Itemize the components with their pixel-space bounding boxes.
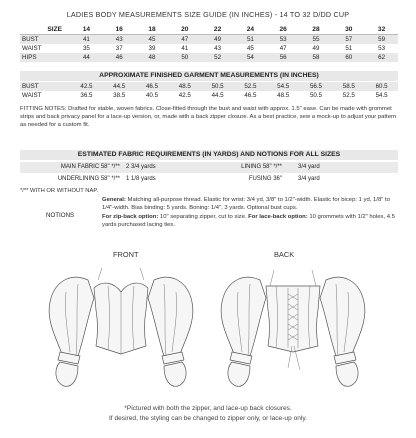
- fusing-label: FUSING 36": [248, 176, 282, 182]
- finished-measurements-table: [20, 82, 398, 100]
- measurement-cell: 45: [136, 35, 169, 45]
- finished-cell: 42.5: [178, 92, 191, 99]
- measurement-row: [20, 35, 398, 45]
- bodice: [266, 286, 320, 352]
- measurement-cell: 49: [312, 45, 320, 52]
- finished-cell: 48.5: [277, 92, 290, 99]
- front-view-illustration: [36, 258, 206, 398]
- measurement-label: WAIST: [22, 45, 42, 52]
- lining-value: 3/4 yard: [298, 164, 320, 170]
- body-measurements-table: [20, 25, 398, 62]
- right-sleeve-end: [164, 362, 186, 386]
- finished-cell: 52.5: [234, 82, 267, 91]
- notions-text: [102, 196, 398, 230]
- general-text: Matching all-purpose thread. Elastic for wrist: 3/4 yd, 3/8" to 1/2"-width. Elastic for bicep: 1 yd, 1/8" to 1/4"-width. Bias binding: 5 yards. Boning: 1/4", 3 yards. Optional bust cups.: [102, 197, 390, 212]
- finished-cell: 54.5: [375, 92, 388, 99]
- finished-row: [20, 91, 398, 100]
- size-label: SIZE: [20, 25, 70, 35]
- finished-cell: 56.5: [300, 82, 333, 91]
- underlining-value: 1 1/8 yards: [126, 176, 156, 182]
- measurement-cell: 54: [234, 53, 267, 62]
- measurement-cell: 48: [136, 53, 169, 62]
- measurement-cell: 53: [267, 35, 300, 45]
- finished-cell: 38.5: [113, 92, 126, 99]
- size-column-header: 20: [168, 25, 201, 35]
- size-header-row: [20, 25, 398, 35]
- finished-cell: 50.5: [201, 82, 234, 91]
- finished-cell: 52.5: [342, 92, 355, 99]
- measurement-row: [20, 44, 398, 53]
- left-sleeve: [49, 277, 94, 361]
- main-fabric-label: MAIN FABRIC 58" */**: [60, 164, 120, 170]
- finished-cell: 54.5: [267, 82, 300, 91]
- size-column-header: 18: [136, 25, 169, 35]
- measurement-cell: 52: [201, 53, 234, 62]
- finished-cell: 40.5: [145, 92, 159, 99]
- measurement-cell: 57: [332, 35, 365, 45]
- footnote-line-2: If desired, the styling can be changed to zipper only, or lace-up only.: [108, 415, 308, 422]
- finished-cell: 46.5: [244, 92, 257, 99]
- front-view-label: FRONT: [113, 250, 139, 259]
- measurement-cell: 45: [246, 45, 254, 52]
- notions-label: NOTIONS: [46, 212, 75, 219]
- size-column-header: 26: [267, 25, 300, 35]
- fabric-requirements-title: ESTIMATED FABRIC REQUIREMENTS (IN YARDS) AND NOTIONS FOR ALL SIZES: [20, 150, 398, 160]
- measurement-cell: 41: [70, 35, 103, 45]
- fitting-notes: FITTING NOTES: Drafted for stable, woven fabrics. Close-fitted through the bust and waist with approx. 1.5" ease. Can be made with grommet strips and back privacy panel for a lace-up version, or, made with a back zipper closure. As a best practice, sew a mock-up to adjust your pattern as needed for a custom fit.: [20, 106, 397, 128]
- main-fabric-value: 2 3/4 yards: [126, 164, 156, 170]
- finished-cell: 36.5: [80, 92, 93, 99]
- lace-back-text: 10 grommets with 1/2" holes, 4.5 yards purchased lacing ties.: [102, 213, 395, 229]
- requirement-row: [20, 174, 398, 185]
- requirement-row: [20, 162, 398, 173]
- measurement-cell: 58: [300, 53, 333, 62]
- finished-label: BUST: [20, 82, 70, 91]
- size-guide-title: LADIES BODY MEASUREMENTS SIZE GUIDE (IN INCHES) - 14 TO 32 D/DD CUP: [66, 10, 350, 19]
- left-sleeve-end: [56, 362, 78, 386]
- right-sleeve: [320, 277, 365, 361]
- measurement-cell: 43: [214, 45, 222, 52]
- back-view-illustration: [208, 258, 378, 398]
- right-sleeve-end: [336, 362, 358, 386]
- measurement-cell: 43: [103, 35, 136, 45]
- measurement-cell: 46: [103, 53, 136, 62]
- size-column-header: 28: [300, 25, 333, 35]
- fusing-value: 3/4 yard: [298, 176, 320, 182]
- back-view-label: BACK: [274, 250, 295, 259]
- right-sleeve: [148, 277, 193, 361]
- measurement-cell: 51: [345, 45, 353, 52]
- measurement-cell: 39: [148, 45, 156, 52]
- finished-row: [20, 82, 398, 91]
- measurement-cell: 55: [300, 35, 333, 45]
- zip-back-label: For zip-back option:: [102, 213, 159, 220]
- finished-cell: 60.5: [365, 82, 398, 91]
- size-column-header: 24: [234, 25, 267, 35]
- finished-label: WAIST: [22, 92, 42, 99]
- measurement-cell: 53: [378, 45, 386, 52]
- size-column-header: 16: [103, 25, 136, 35]
- measurement-cell: 37: [115, 45, 123, 52]
- finished-cell: 44.5: [103, 82, 136, 91]
- finished-cell: 46.5: [136, 82, 169, 91]
- measurement-label: BUST: [20, 35, 70, 45]
- general-label: General:: [102, 197, 126, 203]
- measurement-cell: 60: [332, 53, 365, 62]
- measurement-cell: 47: [168, 35, 201, 45]
- measurement-cell: 35: [82, 45, 90, 52]
- size-column-header: 30: [332, 25, 365, 35]
- measurement-cell: 44: [70, 53, 103, 62]
- finished-cell: 50.5: [309, 92, 322, 99]
- measurement-cell: 56: [267, 53, 300, 62]
- size-column-header: 14: [70, 25, 103, 35]
- left-sleeve-end: [228, 362, 250, 386]
- measurement-cell: 51: [234, 35, 267, 45]
- finished-cell: 48.5: [168, 82, 201, 91]
- finished-measurements-title: APPROXIMATE FINISHED GARMENT MEASUREMENTS (IN INCHES): [20, 71, 398, 81]
- measurement-cell: 41: [181, 45, 189, 52]
- lace-back-label: For lace-back option:: [248, 213, 308, 220]
- footnote-line-1: *Pictured with both the zipper, and lace-up back closures.: [124, 405, 292, 412]
- size-column-header: 22: [201, 25, 234, 35]
- measurement-cell: 50: [168, 53, 201, 62]
- size-column-header: 32: [365, 25, 398, 35]
- measurement-cell: 59: [365, 35, 398, 45]
- nap-note: */** WITH OR WITHOUT NAP.: [20, 188, 99, 194]
- left-sleeve: [221, 277, 266, 361]
- lining-label: LINING 58" */**: [241, 164, 282, 170]
- measurement-cell: 47: [279, 45, 287, 52]
- measurement-row: [20, 53, 398, 62]
- zip-back-text: 10" separating zipper, cut to size.: [158, 213, 249, 220]
- measurement-cell: 49: [201, 35, 234, 45]
- measurement-label: HIPS: [20, 53, 70, 62]
- finished-cell: 44.5: [211, 92, 224, 99]
- finished-cell: 42.5: [70, 82, 103, 91]
- finished-cell: 58.5: [332, 82, 365, 91]
- underlining-label: UNDERLINING 58" */**: [57, 176, 120, 182]
- measurement-cell: 62: [365, 53, 398, 62]
